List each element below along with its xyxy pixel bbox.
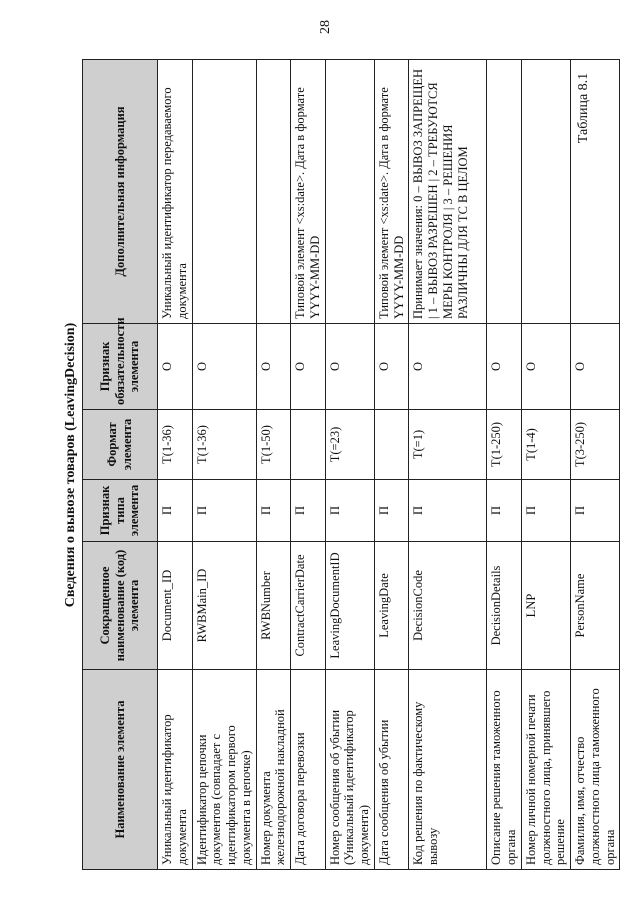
cell-name: Номер документа железнодорожной накладной (256, 670, 291, 870)
cell-required: О (325, 324, 374, 410)
cell-code: DecisionCode (409, 542, 487, 670)
cell-name: Код решения по фактическому вывозу (409, 670, 487, 870)
leaving-decision-table (82, 59, 620, 870)
cell-info (521, 60, 570, 324)
cell-type: П (192, 480, 256, 542)
cell-code: LeavingDate (374, 542, 409, 670)
header-element-name: Наименование элемента (83, 670, 158, 870)
table-row (291, 60, 326, 870)
cell-type: П (571, 480, 620, 542)
table-row (325, 60, 374, 870)
cell-required: О (256, 324, 291, 410)
cell-required: О (487, 324, 522, 410)
table-row (374, 60, 409, 870)
cell-code: RWBMain_ID (192, 542, 256, 670)
header-element-type: Признак типа элемента (83, 480, 158, 542)
cell-type: П (409, 480, 487, 542)
cell-format: T(=23) (325, 410, 374, 480)
cell-type: П (521, 480, 570, 542)
cell-name: Номер личной номерной печати должностного лица, принявшего решение (521, 670, 570, 870)
cell-info: Типовой элемент <xs:date>. Дата в формате YYYY-MM-DD (291, 60, 326, 324)
cell-code: DecisionDetails (487, 542, 522, 670)
header-element-required: Признак обязательности элемента (83, 324, 158, 410)
cell-code: ContractCarrierDate (291, 542, 326, 670)
table-row (521, 60, 570, 870)
cell-format: T(=1) (409, 410, 487, 480)
cell-code: LeavingDocumentID (325, 542, 374, 670)
cell-name: Дата договора перевозки (291, 670, 326, 870)
cell-name: Дата сообщения об убытии (374, 670, 409, 870)
cell-format: T(1-50) (256, 410, 291, 480)
cell-type: П (256, 480, 291, 542)
cell-name: Фамилия, имя, отчество должностного лица таможенного органа (571, 670, 620, 870)
cell-required: О (374, 324, 409, 410)
cell-format: T(1-4) (521, 410, 570, 480)
cell-info: Принимает значения: 0 – ВЫВОЗ ЗАПРЕЩЕН | 1 – ВЫВОЗ РАЗРЕШЕН | 2 – ТРЕБУЮТСЯ МЕРЫ КОНТРОЛЯ | 3 – РЕШЕНИЯ РАЗЛИЧНЫ ДЛЯ ТС В ЦЕЛОМ (409, 60, 487, 324)
header-additional-info: Дополнительная информация (83, 60, 158, 324)
cell-info: Уникальный идентификатор передаваемого документа (158, 60, 193, 324)
table-caption: Сведения о вывозе товаров (LeavingDecision) (63, 322, 78, 608)
cell-type: П (487, 480, 522, 542)
table-row (192, 60, 256, 870)
cell-code: Document_ID (158, 542, 193, 670)
cell-code: LNP (521, 542, 570, 670)
cell-type: П (291, 480, 326, 542)
cell-info (325, 60, 374, 324)
table-row (409, 60, 487, 870)
cell-info: Типовой элемент <xs:date>. Дата в формате YYYY-MM-DD (374, 60, 409, 324)
cell-code: PersonName (571, 542, 620, 670)
header-element-format: Формат элемента (83, 410, 158, 480)
cell-info (256, 60, 291, 324)
cell-info (487, 60, 522, 324)
cell-format: T(1-250) (487, 410, 522, 480)
cell-name: Номер сообщения об убытии (Уникальный идентификатор документа) (325, 670, 374, 870)
cell-format (291, 410, 326, 480)
cell-info (192, 60, 256, 324)
cell-required: О (521, 324, 570, 410)
cell-required: О (158, 324, 193, 410)
cell-required: О (291, 324, 326, 410)
cell-type: П (374, 480, 409, 542)
cell-required: О (571, 324, 620, 410)
table-row (158, 60, 193, 870)
table-row (487, 60, 522, 870)
page-number: 28 (318, 20, 333, 34)
cell-type: П (158, 480, 193, 542)
cell-name: Описание решения таможенного органа (487, 670, 522, 870)
table-row (256, 60, 291, 870)
cell-format: T(1-36) (158, 410, 193, 480)
table-row (571, 60, 620, 870)
cell-format: T(3-250) (571, 410, 620, 480)
cell-name: Уникальный идентификатор документа (158, 670, 193, 870)
cell-format: T(1-36) (192, 410, 256, 480)
cell-code: RWBNumber (256, 542, 291, 670)
header-element-code: Сокращенное наименование (код) элемента (83, 542, 158, 670)
cell-info (571, 60, 620, 324)
table-label: Таблица 8.1 (576, 72, 591, 144)
cell-required: О (409, 324, 487, 410)
table-header-row (83, 60, 158, 870)
cell-name: Идентификатор цепочки документов (совпадает с идентификатором первого документа в цепочке) (192, 670, 256, 870)
cell-required: О (192, 324, 256, 410)
cell-type: П (325, 480, 374, 542)
cell-format (374, 410, 409, 480)
